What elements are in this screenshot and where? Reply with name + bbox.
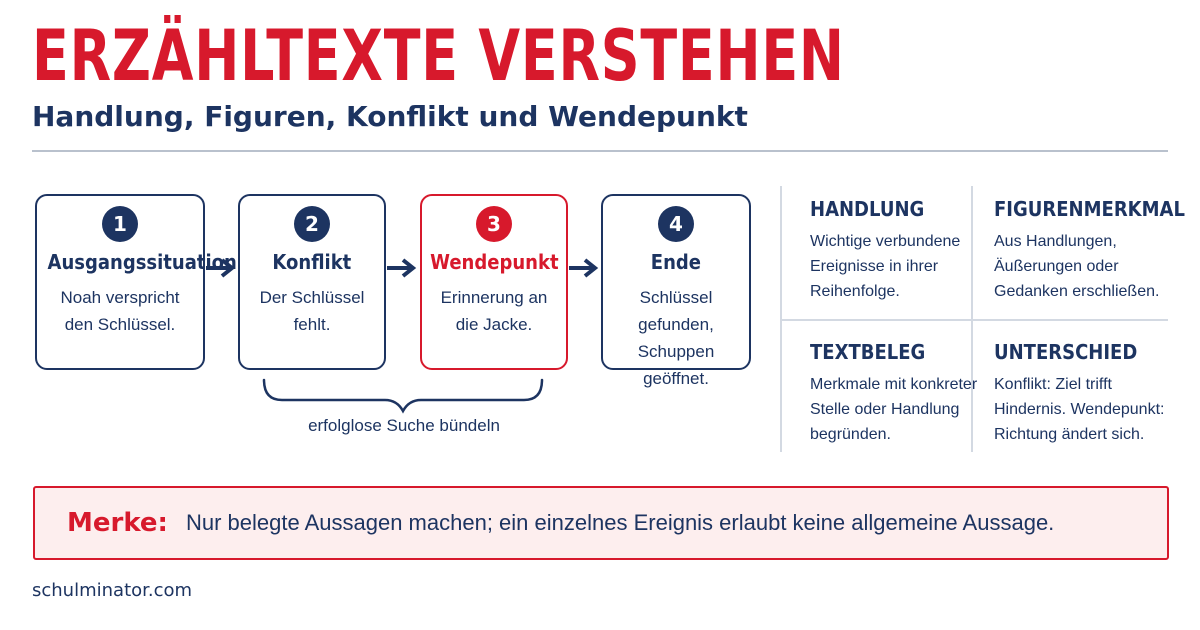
concept-unterschied — [994, 340, 1170, 447]
step-card-wendepunkt — [420, 194, 568, 370]
concept-title: FIGURENMERKMAL — [994, 197, 1185, 221]
page-subtitle: Handlung, Figuren, Konflikt und Wendepunkt — [32, 100, 748, 133]
step-number: 2 — [294, 206, 330, 242]
step-title: Ausgangssituation — [47, 250, 237, 274]
concept-text: Wichtige verbundene Ereignisse in ihrer Reihenfolge. — [810, 233, 961, 300]
merke-callout — [33, 486, 1169, 560]
concept-title: UNTERSCHIED — [994, 340, 1138, 364]
step-text: Der Schlüssel fehlt. — [259, 288, 365, 334]
grid-divider — [782, 319, 1168, 321]
concept-text: Merkmale mit konkreter Stelle oder Handlung begründen. — [810, 376, 978, 443]
step-title: Ende — [650, 250, 702, 274]
concept-textbeleg — [810, 340, 986, 447]
step-number: 4 — [658, 206, 694, 242]
concept-figurenmerkmal — [994, 197, 1185, 304]
step-text: Schlüssel gefunden, Schuppen geöffnet. — [637, 288, 715, 388]
divider — [32, 150, 1168, 152]
step-title: Konflikt — [272, 250, 352, 274]
concept-title: TEXTBELEG — [810, 340, 926, 364]
arrow-right-icon — [385, 256, 419, 280]
step-number: 1 — [102, 206, 138, 242]
arrow-right-icon — [567, 256, 601, 280]
concept-text: Konflikt: Ziel trifft Hindernis. Wendepunkt: Richtung ändert sich. — [994, 376, 1165, 443]
step-number: 3 — [476, 206, 512, 242]
concept-text: Aus Handlungen, Äußerungen oder Gedanken erschließen. — [994, 233, 1160, 300]
curly-brace-icon — [258, 378, 548, 414]
page-title: ERZÄHLTEXTE VERSTEHEN — [32, 15, 845, 97]
step-text: Erinnerung an die Jacke. — [440, 288, 548, 334]
arrow-right-icon — [204, 256, 238, 280]
step-text: Noah verspricht den Schlüssel. — [60, 288, 180, 334]
step-card-ausgangssituation — [35, 194, 237, 370]
merke-label: Merke: — [67, 508, 168, 538]
brace-label: erfolglose Suche bündeln — [308, 416, 500, 435]
step-card-ende — [601, 194, 751, 388]
step-title: Wendepunkt — [429, 250, 559, 274]
concept-handlung — [810, 197, 986, 304]
concept-title: HANDLUNG — [810, 197, 925, 221]
step-card-konflikt — [238, 194, 386, 370]
merke-text: Nur belegte Aussagen machen; ein einzelnes Ereignis erlaubt keine allgemeine Aussage. — [185, 510, 1055, 535]
footer-site: schulminator.com — [32, 580, 193, 601]
